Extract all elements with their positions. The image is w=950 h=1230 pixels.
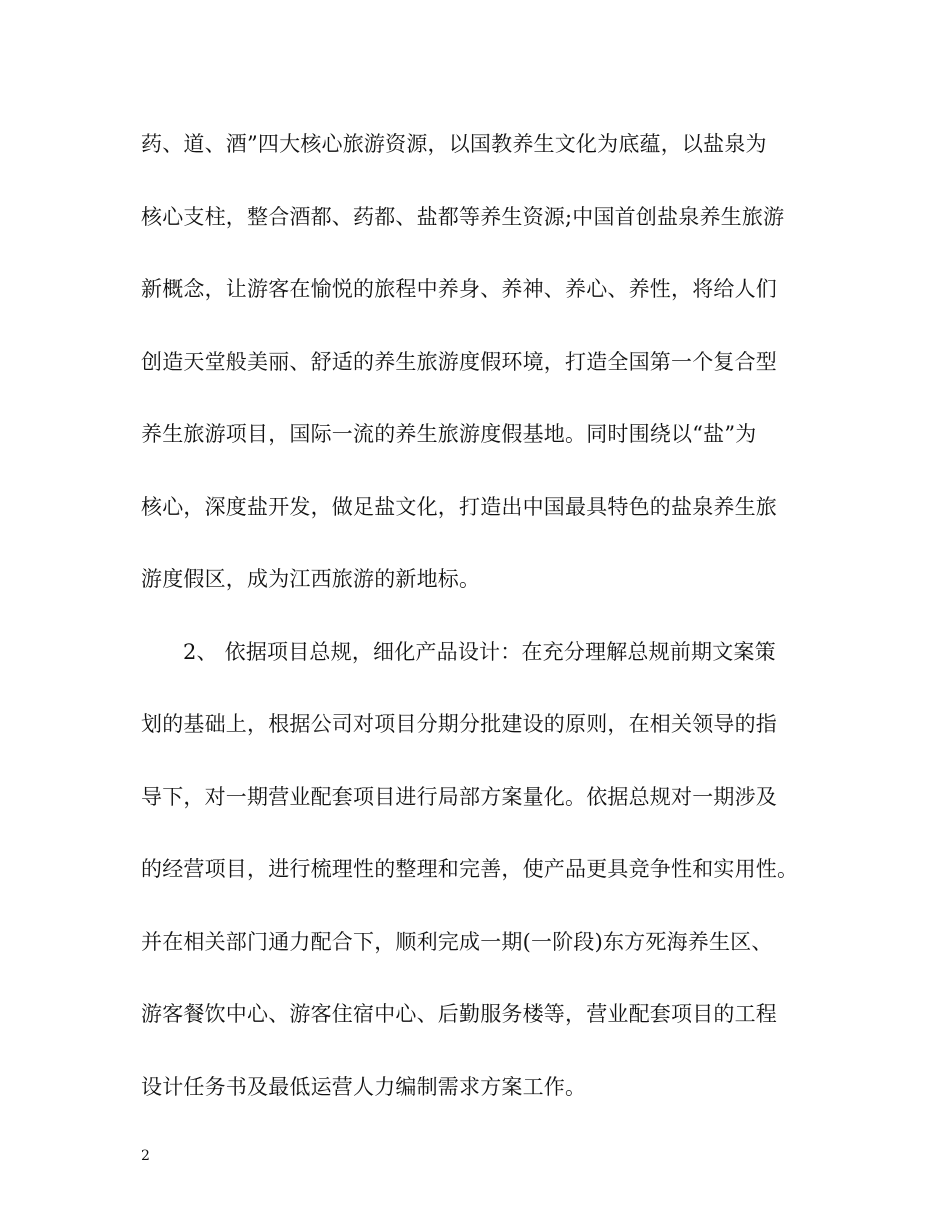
- text-line-6: 核心，深度盐开发，做足盐文化，打造出中国最具特色的盐泉养生旅: [141, 494, 777, 519]
- text-line-14: 设计任务书及最低运营人力编制需求方案工作。: [141, 1074, 587, 1099]
- text-line-5: 养生旅游项目，国际一流的养生旅游度假基地。同时围绕以“盐”为: [141, 422, 757, 446]
- text-line-1: 药、道、酒”四大核心旅游资源，以国教养生文化为底蕴，以盐泉为: [141, 132, 767, 156]
- text-line-2: 核心支柱，整合酒都、药都、盐都等养生资源;中国首创盐泉养生旅游: [141, 204, 785, 229]
- text-line-13: 游客餐饮中心、游客住宿中心、后勤服务楼等，营业配套项目的工程: [141, 1002, 777, 1026]
- text-line-11: 的经营项目，进行梳理性的整理和完善，使产品更具竞争性和实用性。: [141, 857, 799, 881]
- text-line-8: 2、 依据项目总规，细化产品设计：在充分理解总规前期文案策: [183, 639, 776, 664]
- page-number: 2: [141, 1148, 150, 1164]
- text-line-3: 新概念，让游客在愉悦的旅程中养身、养神、养心、养性，将给人们: [141, 277, 777, 301]
- text-line-9: 划的基础上，根据公司对项目分期分批建设的原则，在相关领导的指: [141, 712, 777, 736]
- text-line-7: 游度假区，成为江西旅游的新地标。: [141, 567, 481, 591]
- text-line-10: 导下，对一期营业配套项目进行局部方案量化。依据总规对一期涉及: [141, 784, 777, 809]
- text-line-12: 并在相关部门通力配合下，顺利完成一期(一阶段)东方死海养生区、: [141, 929, 773, 954]
- text-line-4: 创造天堂般美丽、舒适的养生旅游度假环境，打造全国第一个复合型: [141, 349, 777, 374]
- body-text: [141, 124, 821, 1139]
